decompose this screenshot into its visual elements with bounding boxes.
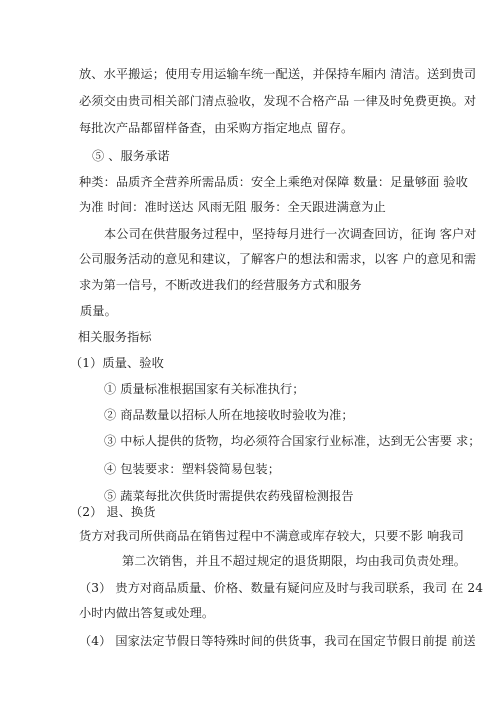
list-item: ⑤ 蔬菜每批次供货时需提供农药残留检测报告	[104, 489, 354, 503]
section-heading: ⑤ 、服务承诺	[92, 149, 170, 163]
body-text-line: 公司服务活动的意见和建议，了解客户的想法和需求，以客 户的意见和需	[79, 252, 477, 266]
body-text-line: （4） 国家法定节假日等特殊时间的供货事，我司在国定节假日前提 前送	[79, 634, 476, 648]
list-heading: （2） 退、换货	[70, 505, 156, 519]
section-heading: 相关服务指标	[78, 330, 152, 344]
body-text-line: （3） 贵方对商品质量、价格、数量有疑问应及时与我司联系，我司 在 24	[79, 581, 484, 595]
body-text-line: 第二次销售，并且不超过规定的退货期限，均由我司负责处理。	[122, 554, 467, 568]
list-item: ② 商品数量以招标人所在地接收时验收为准；	[104, 408, 354, 422]
body-text-line: 必须交由贵司相关部门清点验收，发现不合格产品 一律及时免费更换。对	[79, 94, 477, 108]
body-text-line: 质量。	[80, 304, 117, 318]
list-item: ③ 中标人提供的货物，均必须符合国家行业标准，达到无公害要 求；	[104, 434, 481, 448]
body-text-line: 每批次产品都留样备查，由采购方指定地点 留存。	[79, 121, 354, 135]
body-text-line: 求为第一信号，不断改进我们的经营服务方式和服务	[79, 278, 362, 292]
body-text-line: 种类：品质齐全营养所需品质：安全上乘绝对保障 数量：足量够面 验收	[79, 175, 468, 189]
body-text-line: 为准 时间：准时送达 风雨无阻 服务：全天跟进满意为止	[79, 200, 386, 214]
body-text-line: 本公司在供营服务过程中，坚持每月进行一次调查回访，征询 客户对	[104, 227, 477, 241]
list-heading: （1）质量、验收	[70, 356, 164, 370]
body-text-line: 货方对我司所供商品在销售过程中不满意或库存较大，只要不影 响我司	[79, 529, 464, 543]
list-item: ④ 包装要求：塑料袋简易包装；	[104, 462, 280, 476]
list-item: ① 质量标准根据国家有关标准执行；	[104, 382, 305, 396]
body-text-line: 放、水平搬运；使用专用运输车统一配送，并保持车厢内 清洁。送到贵司	[79, 67, 477, 81]
body-text-line: 小时内做出答复或处理。	[79, 606, 215, 620]
